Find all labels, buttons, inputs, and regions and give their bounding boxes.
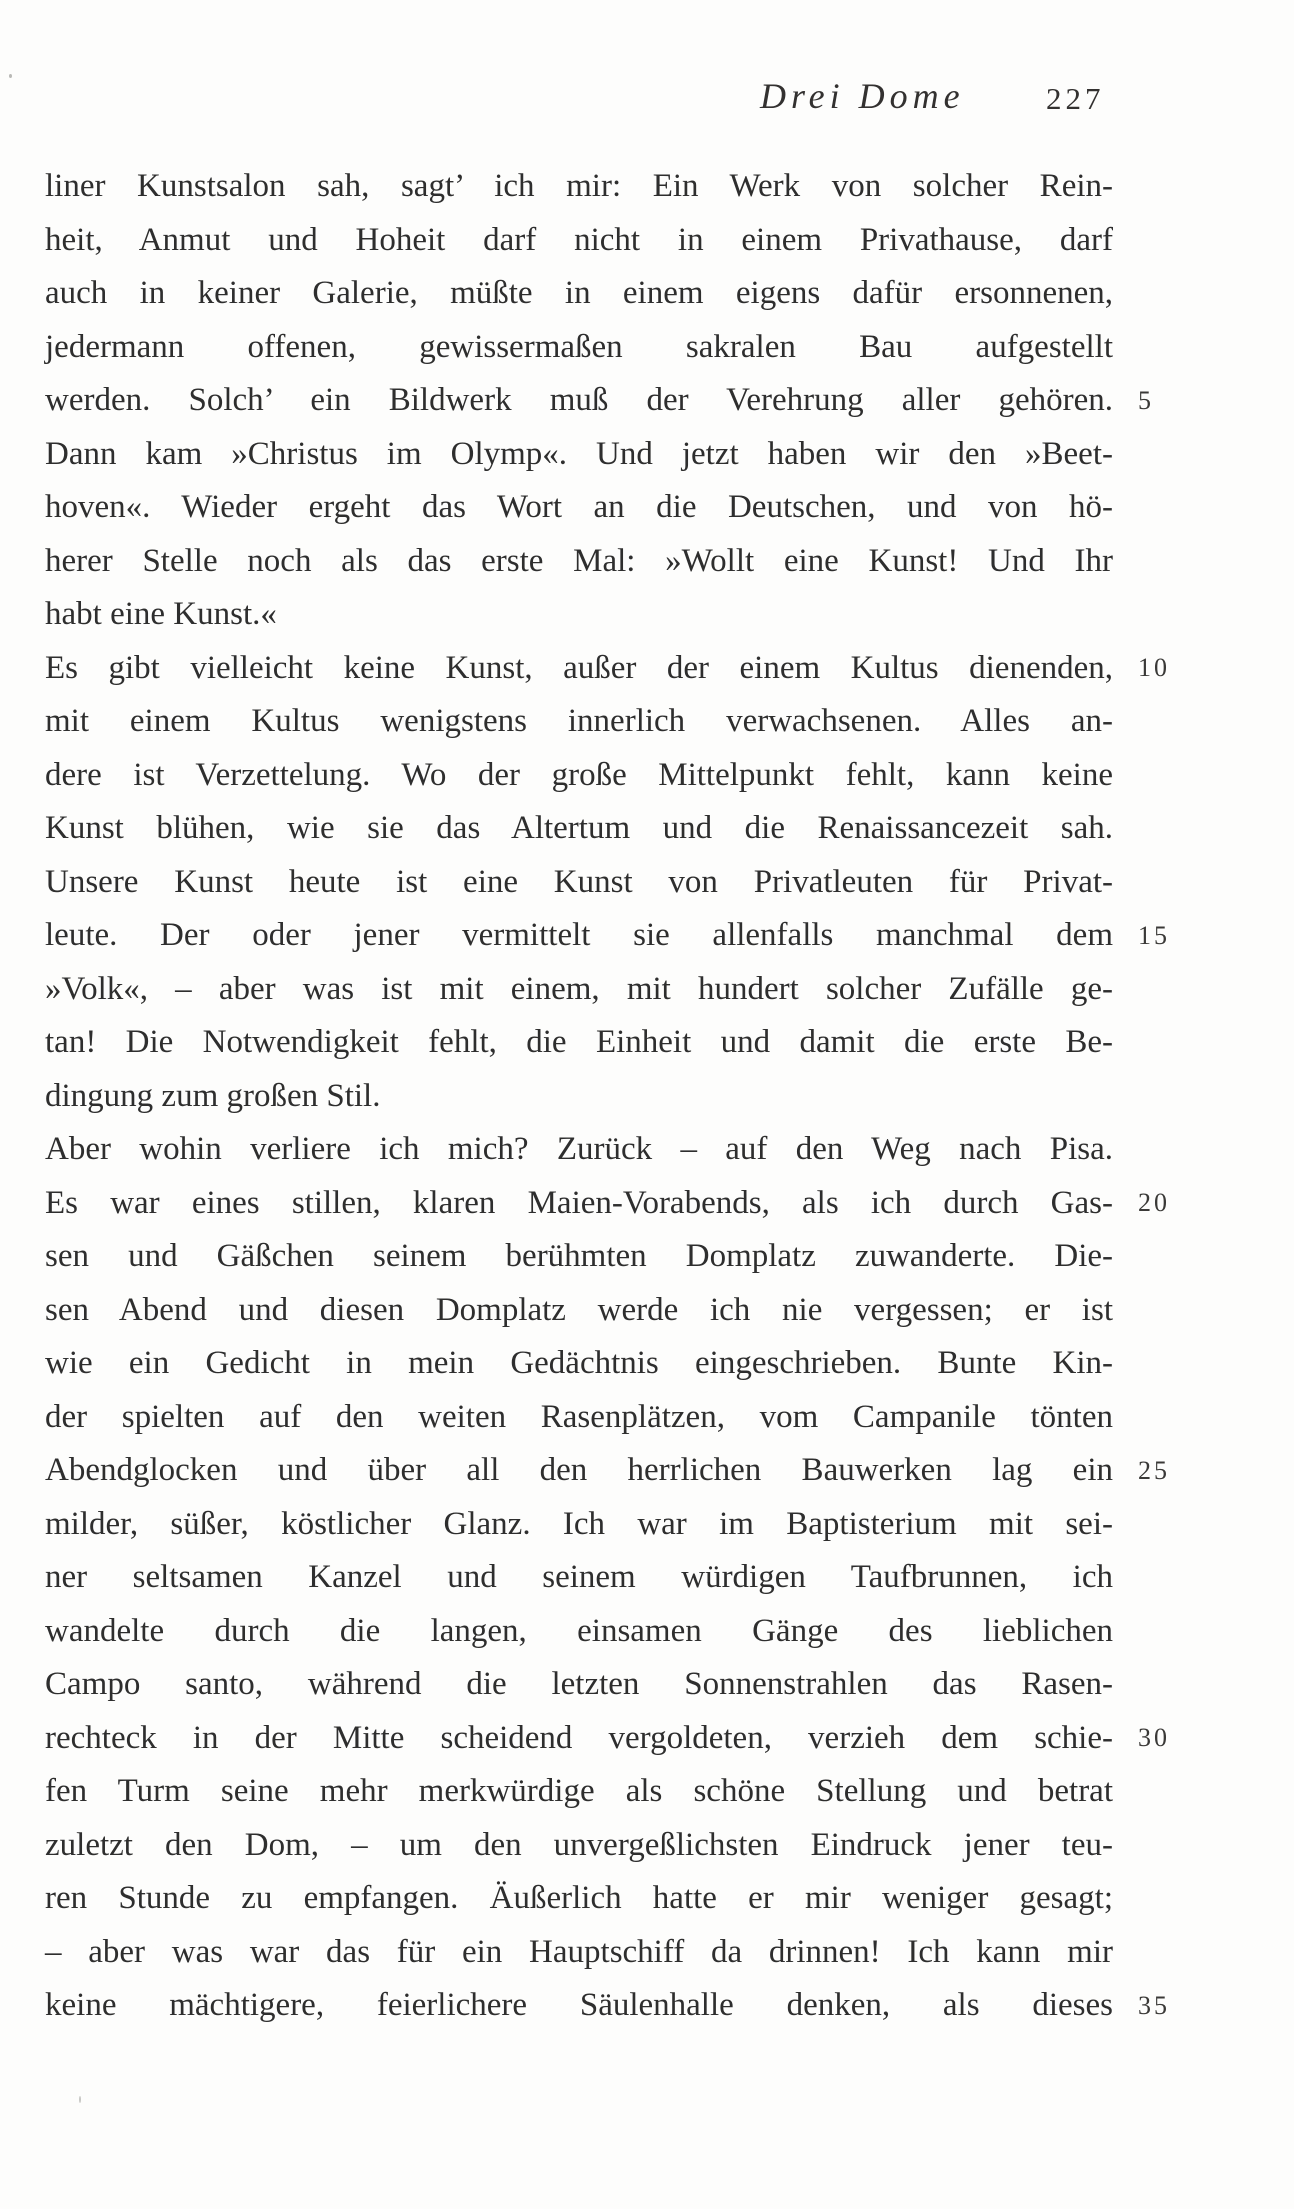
text-line: Campo santo, während die letzten Sonnenstrahlen das Rasen- xyxy=(45,1666,1113,1702)
text-line: Dann kam »Christus im Olymp«. Und jetzt haben wir den »Beet- xyxy=(45,435,1113,472)
text-line: heit, Anmut und Hoheit darf nicht in einem Privathause, darf xyxy=(45,221,1113,258)
margin-line-number: 15 xyxy=(1138,921,1170,950)
text-line: liner Kunstsalon sah, sagt’ ich mir: Ein Werk von solcher Rein- xyxy=(45,168,1113,204)
page-number: 227 xyxy=(1046,81,1105,116)
margin-line-number: 5 xyxy=(1138,386,1154,415)
margin-line-number: 30 xyxy=(1138,1723,1170,1752)
text-line: jedermann offenen, gewissermaßen sakralen Bau aufgestellt xyxy=(45,328,1113,365)
running-head-title: Drei Dome xyxy=(760,76,965,116)
text-block xyxy=(45,160,1113,2033)
text-line: sen und Gäßchen seinem berühmten Domplatz zuwanderte. Die- xyxy=(45,1238,1113,1274)
text-line: zuletzt den Dom, – um den unvergeßlichsten Eindruck jener teu- xyxy=(45,1826,1113,1863)
text-line: sen Abend und diesen Domplatz werde ich nie vergessen; er ist xyxy=(45,1291,1113,1328)
margin-line-number: 25 xyxy=(1138,1456,1170,1485)
text-line: dingung zum großen Stil. xyxy=(45,1077,381,1114)
text-line: Kunst blühen, wie sie das Altertum und die Renaissancezeit sah. xyxy=(45,810,1113,846)
text-line: mit einem Kultus wenigstens innerlich verwachsenen. Alles an- xyxy=(45,703,1113,739)
text-line: dere ist Verzettelung. Wo der große Mittelpunkt fehlt, kann keine xyxy=(45,756,1113,793)
text-line: Es gibt vielleicht keine Kunst, außer der einem Kultus dienenden, xyxy=(45,649,1113,686)
text-line: keine mächtigere, feierlichere Säulenhalle denken, als dieses xyxy=(45,1987,1113,2023)
text-line: hoven«. Wieder ergeht das Wort an die Deutschen, und von hö- xyxy=(45,489,1113,525)
text-line: wie ein Gedicht in mein Gedächtnis eingeschrieben. Bunte Kin- xyxy=(45,1345,1113,1381)
text-line: Unsere Kunst heute ist eine Kunst von Privatleuten für Privat- xyxy=(45,863,1113,900)
text-line: – aber was war das für ein Hauptschiff da drinnen! Ich kann mir xyxy=(45,1933,1113,1970)
text-line: rechteck in der Mitte scheidend vergoldeten, verzieh dem schie- xyxy=(45,1719,1113,1756)
margin-line-number: 20 xyxy=(1138,1188,1170,1217)
margin-line-number: 10 xyxy=(1138,653,1170,682)
text-line: werden. Solch’ ein Bildwerk muß der Verehrung aller gehören. xyxy=(45,382,1113,418)
text-line: ren Stunde zu empfangen. Äußerlich hatte er mir weniger gesagt; xyxy=(45,1880,1113,1916)
text-line: Aber wohin verliere ich mich? Zurück – auf den Weg nach Pisa. xyxy=(45,1131,1113,1167)
text-line: ner seltsamen Kanzel und seinem würdigen Taufbrunnen, ich xyxy=(45,1559,1113,1595)
margin-line-number: 35 xyxy=(1138,1991,1170,2020)
text-line: Abendglocken und über all den herrlichen Bauwerken lag ein xyxy=(45,1452,1113,1488)
text-line: Es war eines stillen, klaren Maien-Vorabends, als ich durch Gas- xyxy=(45,1184,1113,1221)
text-line: leute. Der oder jener vermittelt sie allenfalls manchmal dem xyxy=(45,917,1113,953)
text-line: herer Stelle noch als das erste Mal: »Wollt eine Kunst! Und Ihr xyxy=(45,542,1113,579)
text-line: milder, süßer, köstlicher Glanz. Ich war im Baptisterium mit sei- xyxy=(45,1505,1113,1542)
text-line: auch in keiner Galerie, müßte in einem eigens dafür ersonnenen, xyxy=(45,275,1113,311)
text-line: »Volk«, – aber was ist mit einem, mit hundert solcher Zufälle ge- xyxy=(45,970,1113,1007)
paper-speck xyxy=(9,74,12,78)
text-line: habt eine Kunst.« xyxy=(45,596,277,632)
text-line: der spielten auf den weiten Rasenplätzen, vom Campanile tönten xyxy=(45,1398,1113,1435)
text-line: tan! Die Notwendigkeit fehlt, die Einheit und damit die erste Be- xyxy=(45,1024,1113,1060)
text-line: wandelte durch die langen, einsamen Gänge des lieblichen xyxy=(45,1612,1113,1649)
text-line: fen Turm seine mehr merkwürdige als schöne Stellung und betrat xyxy=(45,1773,1113,1809)
paper-speck xyxy=(79,2096,81,2103)
